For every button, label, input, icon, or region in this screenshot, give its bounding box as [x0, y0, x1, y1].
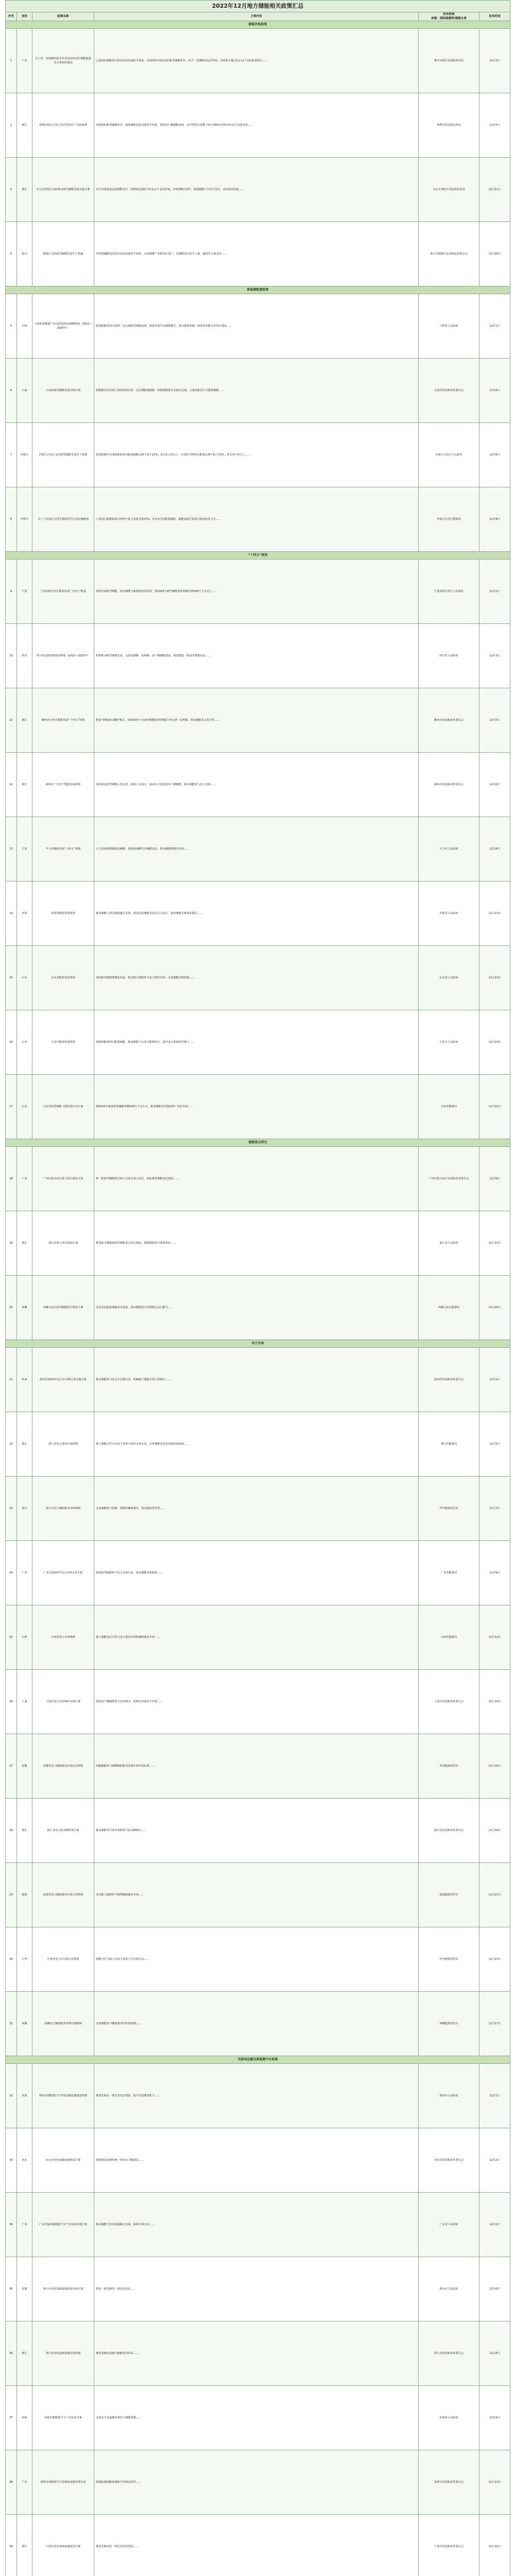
header-policy: 政策名称 — [32, 12, 94, 21]
cell-policy-name: 宁波市充电基础设施建设方案 — [32, 2515, 94, 2576]
cell-policy-name: 山东省能源发展规划 — [32, 946, 94, 1010]
header-row — [6, 12, 510, 21]
cell-province: 浙江 — [17, 688, 32, 753]
cell-dept: 山东省能源局 — [419, 1075, 479, 1139]
cell-date: 12月9日 — [479, 1541, 510, 1605]
cell-content: 明确储能参与调峰辅助服务的条件和补偿标准…… — [94, 1734, 419, 1799]
policy-row — [6, 423, 510, 487]
policy-row — [6, 946, 510, 1010]
cell-policy-name: 黄山市充电基础设施建设实施方案 — [32, 2257, 94, 2321]
cell-dept: 西藏能源监管办 — [419, 1992, 479, 2056]
policy-row — [6, 29, 510, 93]
cell-content: 完善储能参与辅助服务的补偿机制…… — [94, 1992, 419, 2056]
header-province: 省份 — [17, 12, 32, 21]
cell-dept: 浙江省发展和改革委员会 — [419, 1799, 479, 1863]
cell-policy-name: 西藏自治区新型储能项目建设方案 — [32, 1276, 94, 1340]
cell-date: 12月1日 — [479, 294, 510, 359]
cell-province: 四川 — [17, 624, 32, 688]
cell-dept: 郑州市人民政府 — [419, 2064, 479, 2128]
cell-date: 12月5日 — [479, 2193, 510, 2257]
cell-policy-name: 关于工业园区可再生能源替代行动实施细则 — [32, 487, 94, 552]
policy-row — [6, 1863, 510, 1927]
cell-policy-name: 浙江省重大项目建设计划 — [32, 1211, 94, 1276]
cell-content: 对区内建成投运的储能项目，按照放电量给予0.2元/千瓦时补贴，补贴期限为3年，鼓励储能与分布式光伏、风电协同发展…… — [94, 158, 419, 222]
cell-policy-name: 关于进一步明确申报光伏发电补贴项目储能配套有关事项的通知 — [32, 29, 94, 93]
cell-content: 推进光储充检一体化充电站建设…… — [94, 2515, 419, 2576]
cell-province: 云南 — [17, 359, 32, 423]
cell-date: 12月8日 — [479, 423, 510, 487]
cell-no: 7 — [6, 423, 17, 487]
cell-policy-name: 中卫市能源发展“十四五”规划 — [32, 817, 94, 882]
policy-table — [5, 0, 510, 2576]
cell-no: 31 — [6, 1992, 17, 2056]
cell-dept: 福建能源监管办 — [419, 1863, 479, 1927]
cell-policy-name: 重庆市电力辅助服务市场规则 — [32, 1477, 94, 1541]
cell-policy-name: 铜梁区支持新型储能发展若干措施 — [32, 222, 94, 286]
cell-policy-name: 山西省电力市场规则 — [32, 1605, 94, 1670]
policy-row — [6, 2193, 510, 2257]
policy-row — [6, 882, 510, 946]
cell-dept: 广东省人民政府 — [419, 2193, 479, 2257]
cell-date: 12月12日 — [479, 2450, 510, 2515]
source-note: 来源：国际能源网/储能头条 — [431, 17, 467, 20]
cell-dept: 宁夏回族自治区人民政府 — [419, 560, 479, 624]
cell-no: 8 — [6, 487, 17, 552]
cell-province: 浙江 — [17, 2321, 32, 2386]
cell-province: 浙江 — [17, 1211, 32, 1276]
cell-content: 鼓励新型储能参与电力市场交易，推动储能容量租赁…… — [94, 1541, 419, 1605]
header-date: 发布时间 — [479, 12, 510, 21]
page-title: 2022年12月地方储能相关政策汇总 — [6, 1, 510, 12]
cell-date: 12月27日 — [479, 1992, 510, 2056]
policy-row — [6, 624, 510, 688]
cell-content: 推动储能等可调节资源参与需求侧响应…… — [94, 1799, 419, 1863]
cell-content: 鼓励配建储能设施提升电网友好性…… — [94, 2450, 419, 2515]
cell-dept: 广东省能源局 — [419, 1541, 479, 1605]
cell-content: 对新建的新型储能项目，按照储能装机容量给予补助，鼓励用户侧储能发展，对年利用小时数不低于600小时的项目给予容量补贴…… — [94, 93, 419, 158]
cell-province: 西藏 — [17, 1276, 32, 1340]
cell-province: 吉林 — [17, 294, 32, 359]
cell-no: 34 — [6, 2193, 17, 2257]
section-title: 储能补贴政策 — [6, 21, 510, 29]
cell-content: 推动储能与充电设施融合发展，探索车网互动…… — [94, 2193, 419, 2257]
cell-province: 浙江 — [17, 753, 32, 817]
policy-row — [6, 1412, 510, 1477]
cell-dept: 中卫市人民政府 — [419, 817, 479, 882]
cell-province: 内蒙古 — [17, 487, 32, 552]
cell-dept: 吉林省人民政府 — [419, 294, 479, 359]
cell-content: 支持储能参与调峰、调频等辅助服务，按贡献获得补偿…… — [94, 1477, 419, 1541]
cell-province: 安徽 — [17, 2257, 32, 2321]
cell-dept: 山西省能源局 — [419, 1605, 479, 1670]
cell-policy-name: 浙江省电力现货市场规则 — [32, 1412, 94, 1477]
cell-date: 12月12日 — [479, 882, 510, 946]
cell-province: 浙江 — [17, 158, 32, 222]
cell-policy-name: 郑州市新能源汽车充电基础设施建设规划 — [32, 2064, 94, 2128]
cell-content: 鼓励新能源项目配建储能，推进储能与分布式能源结合，提升电力系统调节能力…… — [94, 1010, 419, 1075]
cell-policy-name: 广东省加快新能源汽车产业发展实施方案 — [32, 2193, 94, 2257]
cell-policy-name: 西藏电力辅助服务管理实施细则 — [32, 1992, 94, 2056]
cell-no: 4 — [6, 222, 17, 286]
header-dept-label: 发布机构 — [443, 13, 455, 16]
cell-province: 浙江 — [17, 1799, 32, 1863]
cell-no: 27 — [6, 1734, 17, 1799]
cell-content: 到2025年建成新型储能规模500万千瓦左右，推动储能技术创新和产业化发展…… — [94, 1075, 419, 1139]
cell-policy-name: 河南省新能源汽车产业发展方案 — [32, 2386, 94, 2450]
cell-province: 宁夏 — [17, 560, 32, 624]
cell-content: 对新建储能电站按实际放电量给予补贴，支持储能产业链项目落户，对储能项目给予土地、融资等方面支持…… — [94, 222, 419, 286]
cell-dept: 上海市发展和改革委员会 — [419, 1670, 479, 1734]
cell-no: 3 — [6, 158, 17, 222]
cell-date: 12月5日 — [479, 688, 510, 753]
header-dept — [419, 12, 479, 21]
cell-content: 推进抽水蓄能和新型储能重点项目建设，保障储能项目要素供给…… — [94, 1211, 419, 1276]
cell-content: 鼓励用户侧储能参与需求响应，按响应效果给予补偿…… — [94, 1670, 419, 1734]
cell-no: 13 — [6, 817, 17, 882]
cell-content: 新建新能源项目按照一定比例配置储能设施，鼓励发展共享储能模式，推动源网荷储一体化和多能互补项目建设…… — [94, 294, 419, 359]
cell-policy-name: 深圳市新能源汽车充换电设施管理办法 — [32, 2450, 94, 2515]
cell-dept: 浙江省人民政府 — [419, 1211, 479, 1276]
cell-no: 36 — [6, 2321, 17, 2386]
cell-province: 江西 — [17, 1010, 32, 1075]
policy-row — [6, 359, 510, 423]
cell-no: 38 — [6, 2450, 17, 2515]
policy-row — [6, 1605, 510, 1670]
cell-no: 14 — [6, 882, 17, 946]
cell-content: 独立储能可作为市场主体参与现货市场交易，完善储能充放电价格形成机制…… — [94, 1412, 419, 1477]
cell-content: 积极推动新型储能发展，支持电源侧、电网侧、用户侧储能建设，规划建设一批抽水蓄能电站…… — [94, 624, 419, 688]
cell-content: 推进光储充一体化充电站建设，提升充电服务能力…… — [94, 2064, 419, 2128]
cell-policy-name: 上海市电力需求响应实施方案 — [32, 1670, 94, 1734]
section-row — [6, 1139, 510, 1147]
cell-date: 12月2日 — [479, 29, 510, 93]
cell-dept: 广西壮族自治区发展和改革委员会 — [419, 1147, 479, 1211]
cell-dept: 深圳市发展和改革委员会 — [419, 2450, 479, 2515]
cell-policy-name: 青海省能源发展规划 — [32, 882, 94, 946]
cell-content: 工业园区新能源项目按照不低于装机容量15%、时长4小时配置储能，储能设施可采用自建或租赁方式…… — [94, 487, 419, 552]
policy-row — [6, 93, 510, 158]
policy-row — [6, 817, 510, 882]
cell-content: 加快新型储能规模化发展，推动独立储能参与电力现货市场，完善储能价格机制…… — [94, 946, 419, 1010]
cell-policy-name: 山东省新型储能工程发展行动方案 — [32, 1075, 94, 1139]
policy-row — [6, 1276, 510, 1340]
cell-no: 20 — [6, 1276, 17, 1340]
cell-dept: 西藏自治区能源局 — [419, 1276, 479, 1340]
cell-policy-name: 宁夏回族自治区能源发展“十四五”规划 — [32, 560, 94, 624]
policy-row — [6, 1541, 510, 1605]
cell-province: 山东 — [17, 1075, 32, 1139]
section-title: 充换电设施及新能源汽车政策 — [6, 2056, 510, 2064]
policy-row — [6, 1147, 510, 1211]
cell-no: 22 — [6, 1412, 17, 1477]
cell-province: 青海 — [17, 882, 32, 946]
cell-date: 12月9日 — [479, 487, 510, 552]
cell-dept: 青海省人民政府 — [419, 882, 479, 946]
section-row — [6, 552, 510, 560]
policy-row — [6, 2386, 510, 2450]
cell-no: 39 — [6, 2515, 17, 2576]
policy-sheet — [5, 0, 510, 2576]
cell-date: 12月7日 — [479, 1477, 510, 1541]
cell-province: 重庆 — [17, 222, 32, 286]
cell-policy-name: 河北省充电基础设施建设方案 — [32, 2128, 94, 2193]
cell-date: 12月5日 — [479, 1412, 510, 1477]
policy-row — [6, 2128, 510, 2193]
cell-no: 16 — [6, 1010, 17, 1075]
cell-province: 陕西 — [17, 1348, 32, 1412]
cell-dept: 四川省人民政府 — [419, 624, 479, 688]
cell-province: 河南 — [17, 2064, 32, 2128]
cell-province: 安徽 — [17, 1734, 32, 1799]
cell-no: 24 — [6, 1541, 17, 1605]
cell-dept: 华东能源监管局 — [419, 1734, 479, 1799]
cell-content: 已建成的储能项目按实际放电量给予补贴，对2025年前投运的新型储能项目，给予一定期限的运营补贴，具体按不超过0.2元/千瓦时标准执行…… — [94, 29, 419, 93]
cell-no: 37 — [6, 2386, 17, 2450]
policy-row — [6, 1927, 510, 1992]
cell-no: 26 — [6, 1670, 17, 1734]
section-title: 储能重点项目 — [6, 1139, 510, 1147]
cell-province: 山西 — [17, 1605, 32, 1670]
cell-policy-name: 广东省2023年电力市场交易方案 — [32, 1541, 94, 1605]
cell-date: 12月1日 — [479, 2064, 510, 2128]
cell-province: 河北 — [17, 2128, 32, 2193]
cell-date: 12月13日 — [479, 1211, 510, 1276]
section-row — [6, 286, 510, 294]
cell-province: 浙江 — [17, 2515, 32, 2576]
cell-no: 1 — [6, 29, 17, 93]
cell-date: 12月8日 — [479, 2321, 510, 2386]
cell-province: 内蒙古 — [17, 423, 32, 487]
cell-dept: 内蒙古自治区能源局 — [419, 487, 479, 552]
cell-policy-name: 吉安市能源发展规划 — [32, 1010, 94, 1075]
policy-row — [6, 2450, 510, 2515]
cell-policy-name: 舟山市普陀区加快推动新型储能发展实施方案 — [32, 158, 94, 222]
cell-policy-name: 云南省新型储能发展实施方案 — [32, 359, 94, 423]
cell-no: 5 — [6, 294, 17, 359]
policy-row — [6, 1010, 510, 1075]
cell-no: 17 — [6, 1075, 17, 1139]
cell-dept: 重庆市铜梁区发展和改革委员会 — [419, 222, 479, 286]
cell-content: 加快推进新型储能示范应用，鼓励工业园区、商业综合体建设用户侧储能，推动储能参与电力市场…… — [94, 753, 419, 817]
cell-date: 12月6日 — [479, 2257, 510, 2321]
policy-row — [6, 2257, 510, 2321]
cell-dept: 诸暨市发展和改革局 — [419, 93, 479, 158]
policy-row — [6, 222, 510, 286]
cell-policy-name: 吉林省新能源产业高质量发展战略规划（2022—2030年） — [32, 294, 94, 359]
cell-province: 上海 — [17, 1670, 32, 1734]
cell-date: 12月21日 — [479, 158, 510, 222]
cell-date: 12月2日 — [479, 2128, 510, 2193]
cell-policy-name: 四川省电源电网发展规划（2022—2025年） — [32, 624, 94, 688]
cell-policy-name: 江西省电力中长期交易规则 — [32, 1927, 94, 1992]
cell-dept: 湖州市发展和改革委员会 — [419, 753, 479, 817]
cell-dept: 宁波市发展和改革委员会 — [419, 2515, 479, 2576]
cell-date: 12月1日 — [479, 560, 510, 624]
cell-content: 推进充换电设施与储能协同布局…… — [94, 2321, 419, 2386]
cell-dept: 浙江省发展和改革委员会 — [419, 2321, 479, 2386]
cell-date: 12月16日 — [479, 1734, 510, 1799]
cell-province: 重庆 — [17, 1477, 32, 1541]
cell-dept: 河南省人民政府 — [419, 2386, 479, 2450]
cell-no: 2 — [6, 93, 17, 158]
section-title: 新能源配储政策 — [6, 286, 510, 294]
cell-province: 广西 — [17, 1147, 32, 1211]
policy-row — [6, 1799, 510, 1863]
section-row — [6, 1340, 510, 1348]
cell-no: 35 — [6, 2257, 17, 2321]
cell-dept: 内蒙古自治区人民政府 — [419, 423, 479, 487]
cell-content: 支持光伏配套储能项目建设，推动储能提升电网稳定运行能力…… — [94, 1276, 419, 1340]
cell-content: 新建保障性并网新能源项目配建储能比例不低于15%，时长2小时以上；市场化并网项目配建比例不低于15%，时长4小时以上…… — [94, 423, 419, 487]
cell-province: 福建 — [17, 1863, 32, 1927]
title-row — [6, 1, 510, 12]
cell-content: 推动储能与清洁能源融合发展，建设国家储能发展先行示范区，探索储能多种商业模式…… — [94, 882, 419, 946]
policy-row — [6, 2321, 510, 2386]
policy-row — [6, 487, 510, 552]
cell-content: 推进“新能源+储能”模式，到2025年全市新型储能装机规模力争达到一定规模，推动储能多元化应用…… — [94, 688, 419, 753]
cell-date: 12月13日 — [479, 946, 510, 1010]
cell-province: 山东 — [17, 946, 32, 1010]
cell-date: 12月21日 — [479, 1863, 510, 1927]
policy-row — [6, 294, 510, 359]
cell-no: 11 — [6, 688, 17, 753]
cell-dept: 河北省发展和改革委员会 — [419, 2128, 479, 2193]
cell-dept: 华中能源监管局 — [419, 1477, 479, 1541]
cell-content: 加快发展新型储能，推动储能与新能源协同发展，到2025年新型储能装机规模达到500万千瓦以上…… — [94, 560, 419, 624]
cell-date: 12月14日 — [479, 1010, 510, 1075]
cell-date: 12月3日 — [479, 624, 510, 688]
section-row — [6, 21, 510, 29]
cell-date: 12月9日 — [479, 2386, 510, 2450]
cell-content: 储能可作为独立市场主体参与中长期交易…… — [94, 1927, 419, 1992]
cell-date: 12月19日 — [479, 1799, 510, 1863]
section-row — [6, 2056, 510, 2064]
cell-no: 32 — [6, 2064, 17, 2128]
cell-date: 12月6日 — [479, 359, 510, 423]
cell-date: 12月26日 — [479, 222, 510, 286]
cell-dept: 舟山市普陀区发展和改革局 — [419, 158, 479, 222]
cell-content: 独立储能电站可参与电力现货市场和辅助服务市场…… — [94, 1605, 419, 1670]
cell-province: 江西 — [17, 1927, 32, 1992]
cell-date: 12月12日 — [479, 1605, 510, 1670]
cell-content: 支持独立储能参与调频辅助服务市场…… — [94, 1863, 419, 1927]
cell-no: 9 — [6, 560, 17, 624]
cell-province: 广东 — [17, 29, 32, 93]
cell-no: 10 — [6, 624, 17, 688]
cell-province: 广东 — [17, 1541, 32, 1605]
cell-dept: 衢州市发展和改革委员会 — [419, 688, 479, 753]
cell-date: 12月14日 — [479, 2515, 510, 2576]
cell-policy-name: 湖州市“十四五”能源发展规划 — [32, 753, 94, 817]
cell-date: 12月15日 — [479, 1075, 510, 1139]
cell-no: 6 — [6, 359, 17, 423]
policy-row — [6, 1211, 510, 1276]
cell-content: 建设一批光储充一体化充电站…… — [94, 2257, 419, 2321]
cell-no: 18 — [6, 1147, 17, 1211]
cell-policy-name: 内蒙古自治区支持新型储能发展若干政策 — [32, 423, 94, 487]
cell-policy-name: 福建省电力辅助服务市场交易规则 — [32, 1863, 94, 1927]
cell-no: 19 — [6, 1211, 17, 1276]
cell-content: 支持动力电池梯次利用于储能领域…… — [94, 2386, 419, 2450]
policy-row — [6, 688, 510, 753]
cell-no: 30 — [6, 1927, 17, 1992]
cell-dept: 肇庆市新区发展和改革局 — [419, 29, 479, 93]
policy-row — [6, 753, 510, 817]
policy-row — [6, 2515, 510, 2576]
cell-province: 浙江 — [17, 1412, 32, 1477]
cell-no: 15 — [6, 946, 17, 1010]
cell-policy-name: 衢州市可再生能源发展“十四五”规划 — [32, 688, 94, 753]
cell-date: 12月8日 — [479, 817, 510, 882]
cell-content: 大力发展新能源配套储能，建设电网侧共享储能电站，推动储能规模化发展…… — [94, 817, 419, 882]
cell-no: 12 — [6, 753, 17, 817]
cell-dept: 山东省人民政府 — [419, 946, 479, 1010]
section-title: “十四五”规划 — [6, 552, 510, 560]
cell-dept: 华中能源监管局 — [419, 1927, 479, 1992]
cell-date: 12月23日 — [479, 1927, 510, 1992]
cell-policy-name: 诸暨市推动分布式光伏发展若干支持政策 — [32, 93, 94, 158]
section-title: 电力市场 — [6, 1340, 510, 1348]
cell-no: 21 — [6, 1348, 17, 1412]
cell-province: 西藏 — [17, 1992, 32, 2056]
cell-policy-name: 浙江省充电基础设施发展规划 — [32, 2321, 94, 2386]
header-no: 序号 — [6, 12, 17, 21]
cell-dept: 云南省发展和改革委员会 — [419, 359, 479, 423]
policy-row — [6, 1992, 510, 2056]
cell-policy-name: 广西壮族自治区重大项目建设计划 — [32, 1147, 94, 1211]
cell-no: 23 — [6, 1477, 17, 1541]
cell-content: 推动储能参与电力中长期交易，明确独立储能市场主体地位…… — [94, 1348, 419, 1412]
cell-no: 33 — [6, 2128, 17, 2193]
cell-date: 12月2日 — [479, 1348, 510, 1412]
cell-date: 12月6日 — [479, 1147, 510, 1211]
cell-dept: 吉安市人民政府 — [419, 1010, 479, 1075]
cell-no: 29 — [6, 1863, 17, 1927]
cell-no: 25 — [6, 1605, 17, 1670]
policy-row — [6, 2064, 510, 2128]
cell-content: 鼓励建设光储充换一体化综合能源站…… — [94, 2128, 419, 2193]
cell-province: 宁夏 — [17, 817, 32, 882]
cell-policy-name: 安徽省电力辅助服务市场运营规则 — [32, 1734, 94, 1799]
cell-dept: 浙江省能源局 — [419, 1412, 479, 1477]
header-content: 主要内容 — [94, 12, 419, 21]
cell-province: 河南 — [17, 2386, 32, 2450]
policy-row — [6, 1477, 510, 1541]
cell-province: 广东 — [17, 2450, 32, 2515]
cell-no: 28 — [6, 1799, 17, 1863]
cell-policy-name: 陕西省2023年电力中长期交易实施方案 — [32, 1348, 94, 1412]
cell-date: 12月20日 — [479, 1276, 510, 1340]
policy-row — [6, 1348, 510, 1412]
policy-row — [6, 560, 510, 624]
cell-content: 将一批新型储能项目纳入自治区重大项目，加快推进储能电站建设…… — [94, 1147, 419, 1211]
policy-row — [6, 1075, 510, 1139]
cell-dept: 陕西省发展和改革委员会 — [419, 1348, 479, 1412]
policy-row — [6, 158, 510, 222]
cell-policy-name: 浙江省电力需求侧管理方案 — [32, 1799, 94, 1863]
policy-row — [6, 1734, 510, 1799]
cell-province: 浙江 — [17, 93, 32, 158]
policy-row — [6, 1670, 510, 1734]
cell-date: 12月6日 — [479, 753, 510, 817]
cell-date: 12月5日 — [479, 93, 510, 158]
cell-content: 新能源项目原则上按照装机容量一定比例配建储能，鼓励新能源企业通过自建、合建或租赁方式配置储能…… — [94, 359, 419, 423]
cell-date: 12月14日 — [479, 1670, 510, 1734]
cell-dept: 黄山市人民政府 — [419, 2257, 479, 2321]
cell-province: 广东 — [17, 2193, 32, 2257]
